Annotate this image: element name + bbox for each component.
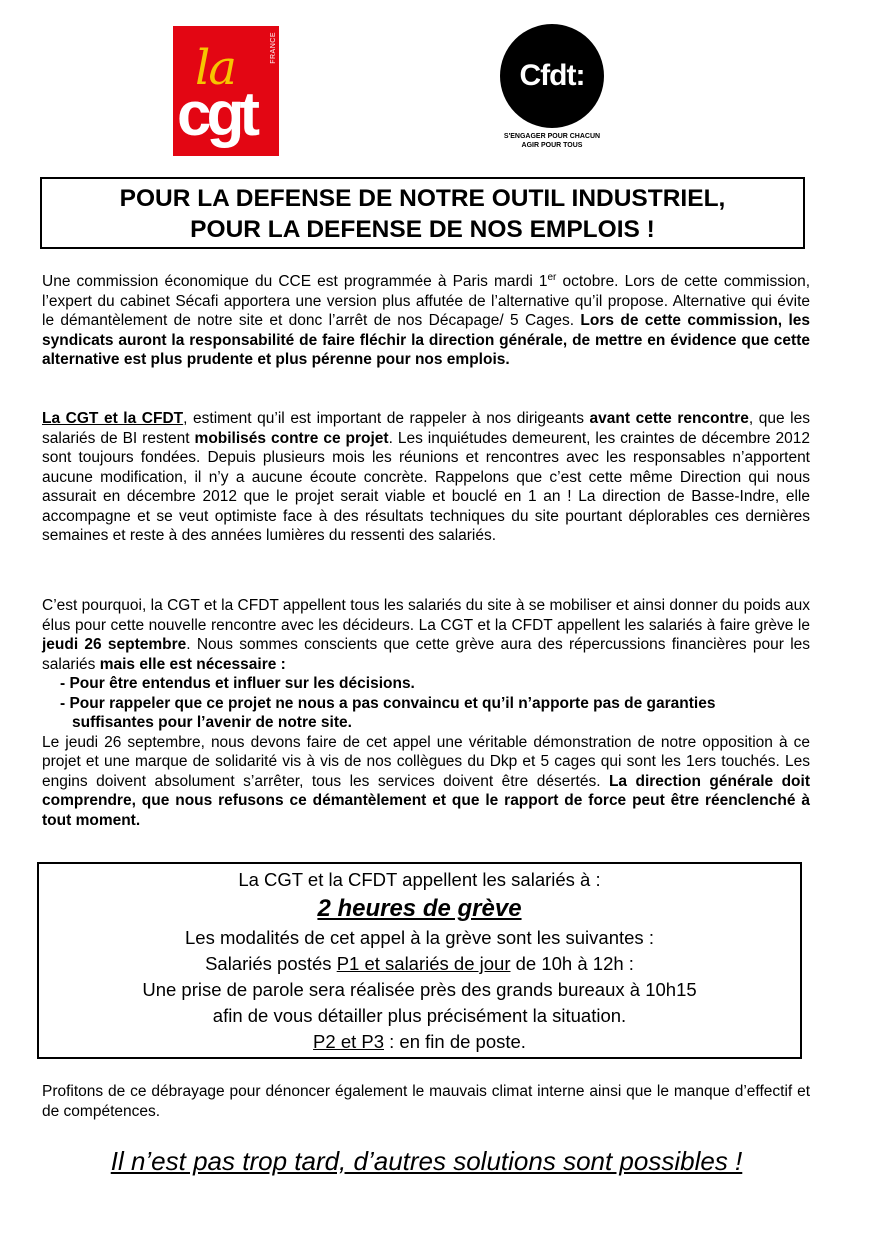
bullet-2a: - Pour rappeler que ce projet ne nous a pas convaincu et qu’il n’apporte pas de garanties — [60, 694, 716, 712]
paragraph-1 — [42, 268, 810, 370]
para3-bold-f: La direction générale doit comprendre, que nous refusons ce démantèlement et que le rapport de force peut être réenclenché à tout moment. — [42, 772, 810, 829]
strike-line-5: afin de vous détailler plus précisément la situation. — [212, 1005, 627, 1026]
para1-sup: er — [547, 272, 557, 283]
para3-text-a: C’est pourquoi, la CGT et la CFDT appellent tous les salariés du site à se mobiliser et ainsi donner du poids aux élus pour cette nouvelle rencontre avec les décideurs. La CGT et la CFDT appellent les salariés à faire grève le — [42, 597, 810, 634]
cfdt-tagline-2: AGIR POUR TOUS — [521, 142, 583, 149]
para3-bold-d: mais elle est nécessaire : — [99, 655, 286, 673]
closing-paragraph: Profitons de ce débrayage pour dénoncer également le mauvais climat interne ainsi que le manque d’effectif et de compétences. — [42, 1083, 810, 1120]
cfdt-logo — [500, 24, 610, 164]
strike-line-6u: P2 et P3 — [313, 1031, 385, 1052]
para3-bold-b: jeudi 26 septembre — [42, 636, 187, 653]
para2-lead: La CGT et la CFDT — [42, 410, 184, 427]
title-line-2: POUR LA DEFENSE DE NOS EMPLOIS ! — [190, 216, 655, 243]
cgt-logo — [173, 26, 279, 156]
strike-headline: 2 heures de grève — [317, 895, 522, 922]
cfdt-tagline-1: S'ENGAGER POUR CHACUN — [503, 133, 601, 140]
para2-bold-d: mobilisés contre ce projet — [194, 429, 389, 447]
cgt-logo-word: cgt — [177, 80, 255, 149]
cfdt-logo-tagline — [502, 132, 602, 150]
strike-line-1: La CGT et la CFDT appellent les salariés à : — [238, 869, 601, 890]
bullet-1: - Pour être entendus et influer sur les décisions. — [60, 675, 415, 692]
cgt-logo-country: FRANCE — [270, 32, 277, 64]
paragraph-2 — [42, 409, 810, 546]
para3-text-c: . Nous sommes conscients que cette grève aura des répercussions financières pour les salariés — [42, 636, 811, 673]
para3-text-e: Le jeudi 26 septembre, nous devons faire de cet appel une véritable démonstration de notre opposition à ce projet et une marque de solidarité vis à vis de nos collègues du Dkp et 5 cages qui sont les 1ers touchés. Les engins doivent absolument s’arrêter, tous les services doivent être désertés. — [42, 733, 810, 790]
strike-line-3 — [39, 951, 800, 977]
paragraph-3 — [42, 596, 810, 830]
strike-line-6b: : en fin de poste. — [384, 1031, 526, 1052]
strike-line-2: Les modalités de cet appel à la grève sont les suivantes : — [185, 927, 654, 948]
cfdt-logo-circle: Cfdt: — [500, 24, 604, 128]
strike-line-3b: de 10h à 12h : — [510, 953, 634, 974]
para2-bold-b: avant cette rencontre — [589, 410, 749, 427]
strike-line-3u: P1 et salariés de jour — [336, 953, 511, 974]
bullet-2b: suffisantes pour l’avenir de notre site. — [72, 714, 352, 731]
cgt-logo-la: la — [195, 40, 235, 96]
strike-line-6 — [39, 1029, 800, 1055]
para1-text-b: octobre. Lors de cette commission, l’expert du cabinet Sécafi apportera une version plus affutée de l’alternative qu’il propose. Alternative qui évite le démantèlement de notre site et donc l’arrêt de nos Décapage/ 5 Cages. — [42, 273, 810, 330]
para1-bold: Lors de cette commission, les syndicats auront la responsabilité de faire fléchir la direction générale, de mettre en évidence que cette alternative est plus prudente et plus pérenne pour nos emplois. — [42, 312, 810, 369]
title-box — [40, 177, 805, 249]
strike-line-3a: Salariés postés — [205, 953, 337, 974]
para2-text-e: . Les inquiétudes demeurent, les craintes de décembre 2012 sont toujours fondées. Depuis plusieurs mois les réunions et rencontres avec les responsables n’apportent aucune modification, il n’y a aucune écoute concrète. Rappelons que c’est cette même Direction qui nous assurait en décembre 2012 que le projet serait viable et bouclé en 1 an ! La direction de Basse-Indre, elle accompagne et se veut optimiste face à des résultats techniques du site pourtant déplorables ces dernières semaines et reste à des années lumières du ressenti des salariés. — [42, 429, 810, 544]
para2-text-a: , estiment qu’il est important de rappeler à nos dirigeants — [183, 410, 590, 427]
para2-text-c: , que les salariés de BI restent — [42, 410, 810, 447]
title-line-1: POUR LA DEFENSE DE NOTRE OUTIL INDUSTRIEL, — [119, 185, 726, 212]
strike-callout-box — [37, 862, 802, 1059]
para1-text-a: Une commission économique du CCE est programmée à Paris mardi 1 — [42, 273, 548, 291]
slogan: Il n’est pas trop tard, d’autres solutions sont possibles ! — [110, 1146, 743, 1176]
strike-line-4: Une prise de parole sera réalisée près des grands bureaux à 10h15 — [142, 979, 697, 1000]
